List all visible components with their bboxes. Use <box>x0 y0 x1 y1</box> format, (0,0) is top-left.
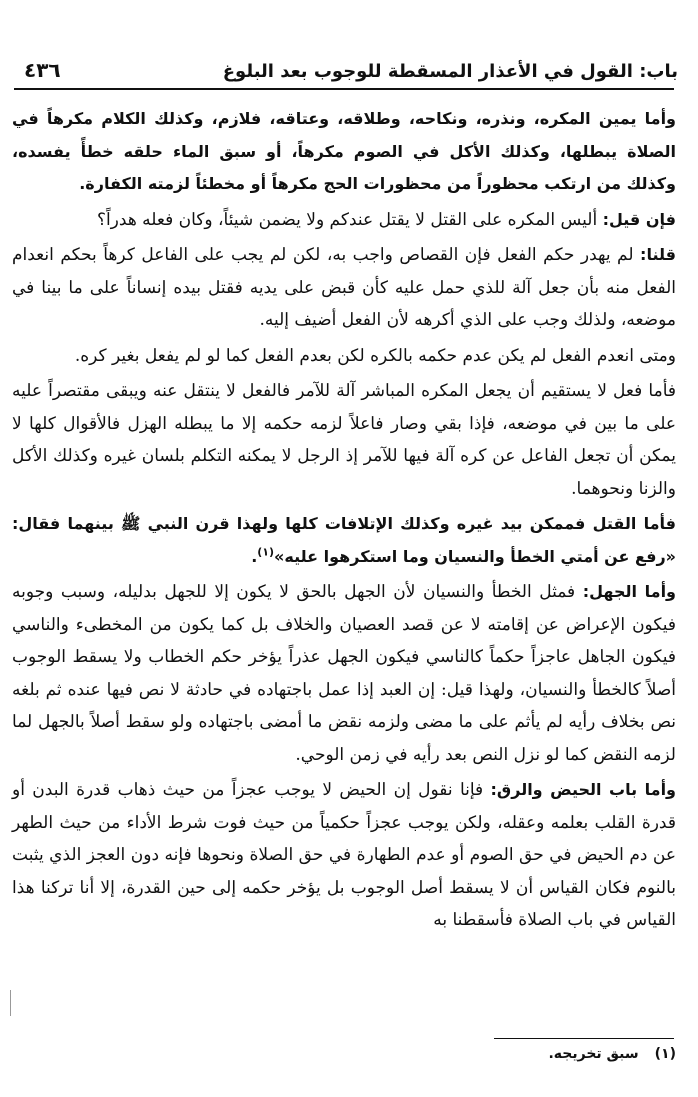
paragraph-lead: وأما باب الحيض والرق: <box>490 780 676 799</box>
paragraph-coerced-oath <box>12 103 676 201</box>
footnote-reference[interactable]: (١) <box>257 545 275 559</box>
paragraph-absence-of-act <box>12 340 676 373</box>
paragraph-text: وأما يمين المكره، ونذره، ونكاحه، وطلاقه، وعتاقه، فلازم، وكذلك الكلام مكرهاً في الصلاة يبطلها، وكذلك الأكل في الصوم مكرهاً، أو سبق الماء حلقه خطأً يفسده، وكذلك من ارتكب محظوراً من محظورات الحج مكرهاً أو مخطئاً لزمته الكفارة. <box>12 109 676 193</box>
paragraph-tail: . <box>251 546 258 566</box>
page-number: ٤٣٦ <box>24 58 61 82</box>
paragraph-text: أليس المكره على القتل لا يقتل عندكم ولا يضمن شيئاً، وكان فعله هدراً؟ <box>96 209 603 230</box>
paragraph-text: فأما القتل فممكن بيد غيره وكذلك الإتلافات كلها ولهذا قرن النبي ﷺ بينهما فقال: «رفع عن أمتي الخطأ والنسيان وما استكرهوا عليه» <box>12 514 676 566</box>
paragraph-objection <box>12 204 676 237</box>
header-divider <box>14 88 674 90</box>
margin-mark <box>10 990 14 1016</box>
paragraph-text: ومتى انعدم الفعل لم يكن عدم حكمه بالكره لكن بعدم الفعل كما لو لم يفعل بغير كره. <box>74 345 676 366</box>
paragraph-text: لم يهدر حكم الفعل فإن القصاص واجب به، لكن لم يجب على الفاعل كرهاً بحكم انعدام الفعل منه بأن جعل آلة للذي حمل عليه كأن قبض على يديه فقتل بيده إنساناً على ما بينا في موضعه، ولذلك وجب على الذي أكرهه لأن الفعل أضيف إليه. <box>12 245 676 330</box>
footnote-number: (١) <box>654 1046 676 1062</box>
footnote-text: سبق تخريجه. <box>548 1046 639 1062</box>
paragraph-lead: وأما الجهل: <box>582 582 676 601</box>
paragraph-hadith <box>12 508 676 573</box>
paragraph-text: فمثل الخطأ والنسيان لأن الجهل بالحق لا يكون إلا للجهل بدليله، وسبب وجوبه فيكون الإعراض عن إقامته لا عن قصد العصيان والخلاف بل كما يكون من المخطىء والناسي فيكون الجاهل عاجزاً حكماً كالناسي فيكون الجهل عذراً يؤخر حكم الخطاب ولا يسقط الوجوب أصلاً كالخطأ والنسيان، ولهذا قيل: إن العبد إذا عمل باجتهاده في حادثة لا نص فيها عنده ثم بلغه نص بخلاف رأيه لم يأثم على ما مضى ولزمه نقض ما أمضى باجتهاده ولو سقط أصلاً بالجهل لما لزمه النقض كما لو نزل النص بعد رأيه في زمن الوحي. <box>12 582 676 765</box>
paragraph-lead: فإن قيل: <box>602 209 676 229</box>
paragraph-lead: قلنا: <box>640 245 676 264</box>
paragraph-reply <box>12 239 676 337</box>
page-body <box>12 103 676 940</box>
paragraph-ignorance <box>12 576 676 771</box>
paragraph-text: فأما فعل لا يستقيم أن يجعل المكره المباشر آلة للآمر فالفعل لا ينتقل عنه ويبقى مقتصراً عليه على ما بين في موضعه، فإذا بقي وصار فاعلاً لزمه حكمه إلا ما يبطله الهزل فالأقوال كلها لا يمكن أن تجعل الفاعل عن كره آلة فيها للآمر إذ الرجل لا يمكنه التكلم بلسان غيره وكذلك الأكل والزنا ونحوهما. <box>12 381 676 499</box>
chapter-title: باب: القول في الأعذار المسقطة للوجوب بعد البلوغ <box>222 61 678 82</box>
paragraph-non-transferable-acts <box>12 375 676 505</box>
footnote <box>548 1046 676 1062</box>
page-header <box>10 50 678 88</box>
footnote-divider <box>494 1038 674 1039</box>
paragraph-menstruation <box>12 774 676 937</box>
paragraph-text: فإنا نقول إن الحيض لا يوجب عجزاً من حيث ذهاب قدرة البدن أو قدرة القلب بعلمه وعقله، ولكن يوجب عجزاً حكمياً من حيث فوت شرط الأداء من حيث الطهر عن دم الحيض في حق الصوم أو عدم الطهارة في حق الصلاة ونحوها فإنه دون العجز الذي يثبت بالنوم فكان القياس أن لا يسقط أصل الوجوب بل يؤخر حكمه إلى حين القدرة، إلا أنا تركنا هذا القياس في باب الصلاة فأسقطنا به <box>12 780 676 930</box>
